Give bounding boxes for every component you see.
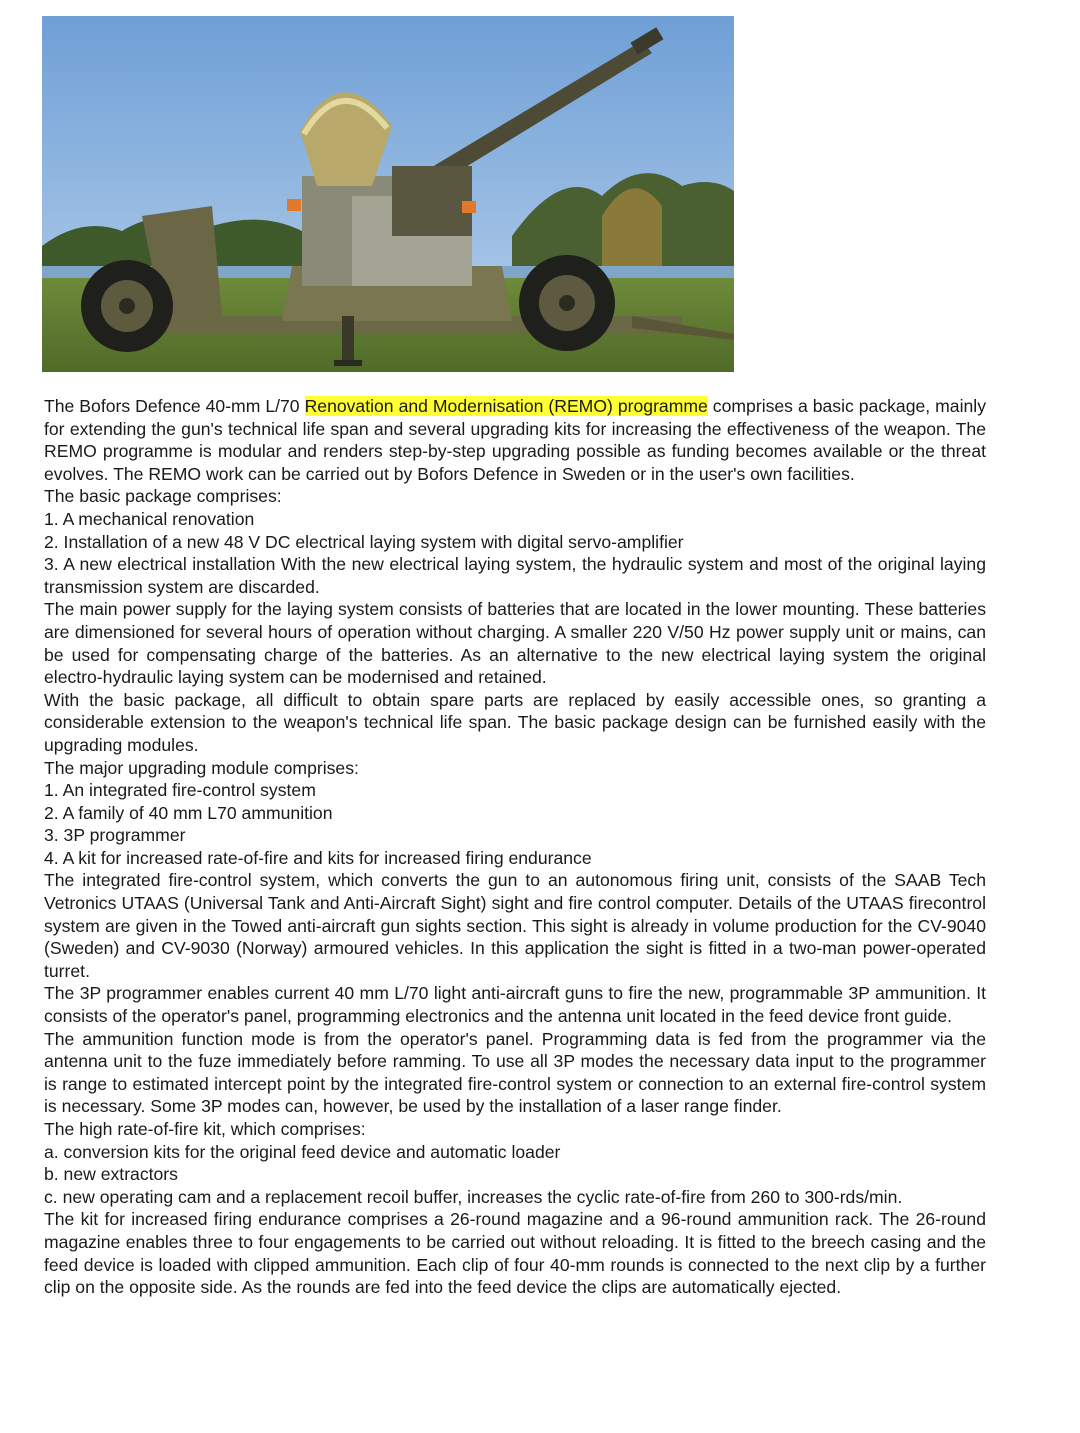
power-supply-paragraph: The main power supply for the laying system consists of batteries that are located in the lower mounting. These batteries are dimensioned for several hours of operation without charging. A smaller 220 V/50 Hz power supply unit or mains, can be used for compensating charge of the batteries. As an alternative to the new electrical laying system the original electro-hydraulic laying system can be modernised and retained. <box>44 599 986 688</box>
endurance-paragraph: The kit for increased firing endurance comprises a 26-round magazine and a 96-round ammunition rack. The 26-round magazine enables three to four engagements to be carried out without reloading. It is fitted to the breech casing and the feed device is loaded with clipped ammunition. Each clip of four 40-mm rounds is connected to the next clip by a further clip on the opposite side. As the rounds are fed into the feed device the clips are automatically ejected. <box>44 1209 986 1298</box>
rof-list-item: b. new extractors <box>44 1164 178 1185</box>
rof-list-item: c. new operating cam and a replacement recoil buffer, increases the cyclic rate-of-fire from 260 to 300-rds/min. <box>44 1186 903 1207</box>
major-list-item: 3. 3P programmer <box>44 825 186 846</box>
major-list-item: 2. A family of 40 mm L70 ammunition <box>44 802 333 823</box>
basic-list-item: 2. Installation of a new 48 V DC electrical laying system with digital servo-amplifier <box>44 531 684 552</box>
programmer-paragraph: The 3P programmer enables current 40 mm L/70 light anti-aircraft guns to fire the new, programmable 3P ammunition. It consists of the operator's panel, programming electronics and the antenna unit located in the feed device front guide. <box>44 983 986 1027</box>
gun-photo <box>42 16 734 372</box>
rate-of-fire-heading: The high rate-of-fire kit, which comprises: <box>44 1119 366 1139</box>
basic-package-heading: The basic package comprises: <box>44 486 282 507</box>
intro-text-after: comprises a basic package, mainly for extending the gun's technical life span and several upgrading kits for increasing the effectiveness of the weapon. The REMO programme is modular and renders step-by-step upgrading possible as funding becomes available or the threat evolves. The REMO work can be carried out by Bofors Defence in Sweden or in the user's own facilities. <box>44 396 986 484</box>
basic-list-item: 1. A mechanical renovation <box>44 508 255 529</box>
article-body <box>44 395 986 1299</box>
spare-parts-paragraph: With the basic package, all difficult to obtain spare parts are replaced by easily accessible ones, so granting a considerable extension to the weapon's technical life span. The basic package design can be furnished easily with the upgrading modules. <box>44 689 986 755</box>
major-list-item: 1. An integrated fire-control system <box>44 780 316 801</box>
basic-list-item: 3. A new electrical installation With the new electrical laying system, the hydraulic system and most of the original laying transmission system are discarded. <box>44 554 986 597</box>
fire-control-paragraph: The integrated fire-control system, which converts the gun to an autonomous firing unit, consists of the SAAB Tech Vetronics UTAAS (Universal Tank and Anti-Aircraft Sight) sight and fire control computer. Details of the UTAAS firecontrol system are given in the Towed anti-aircraft gun sights section. This sight is already in volume production for the CV-9040 (Sweden) and CV-9030 (Norway) armoured vehicles. In this application the sight is fitted in a two-man power-operated turret. <box>44 870 986 981</box>
intro-paragraph <box>44 395 986 485</box>
intro-text-before: The Bofors Defence 40-mm L/70 <box>44 396 305 416</box>
highlighted-programme-name: Renovation and Modernisation (REMO) programme <box>304 396 708 416</box>
major-list-item: 4. A kit for increased rate-of-fire and kits for increased firing endurance <box>44 847 592 868</box>
major-upgrading-heading: The major upgrading module comprises: <box>44 757 359 778</box>
ammunition-paragraph: The ammunition function mode is from the operator's panel. Programming data is fed from the programmer via the antenna unit to the fuze immediately before ramming. To use all 3P modes the necessary data input to the programmer is range to estimated intercept point by the integrated fire-control system or connection to an external fire-control system is necessary. Some 3P modes can, however, be used by the installation of a laser range finder. <box>44 1028 986 1117</box>
rof-list-item: a. conversion kits for the original feed device and automatic loader <box>44 1141 561 1162</box>
